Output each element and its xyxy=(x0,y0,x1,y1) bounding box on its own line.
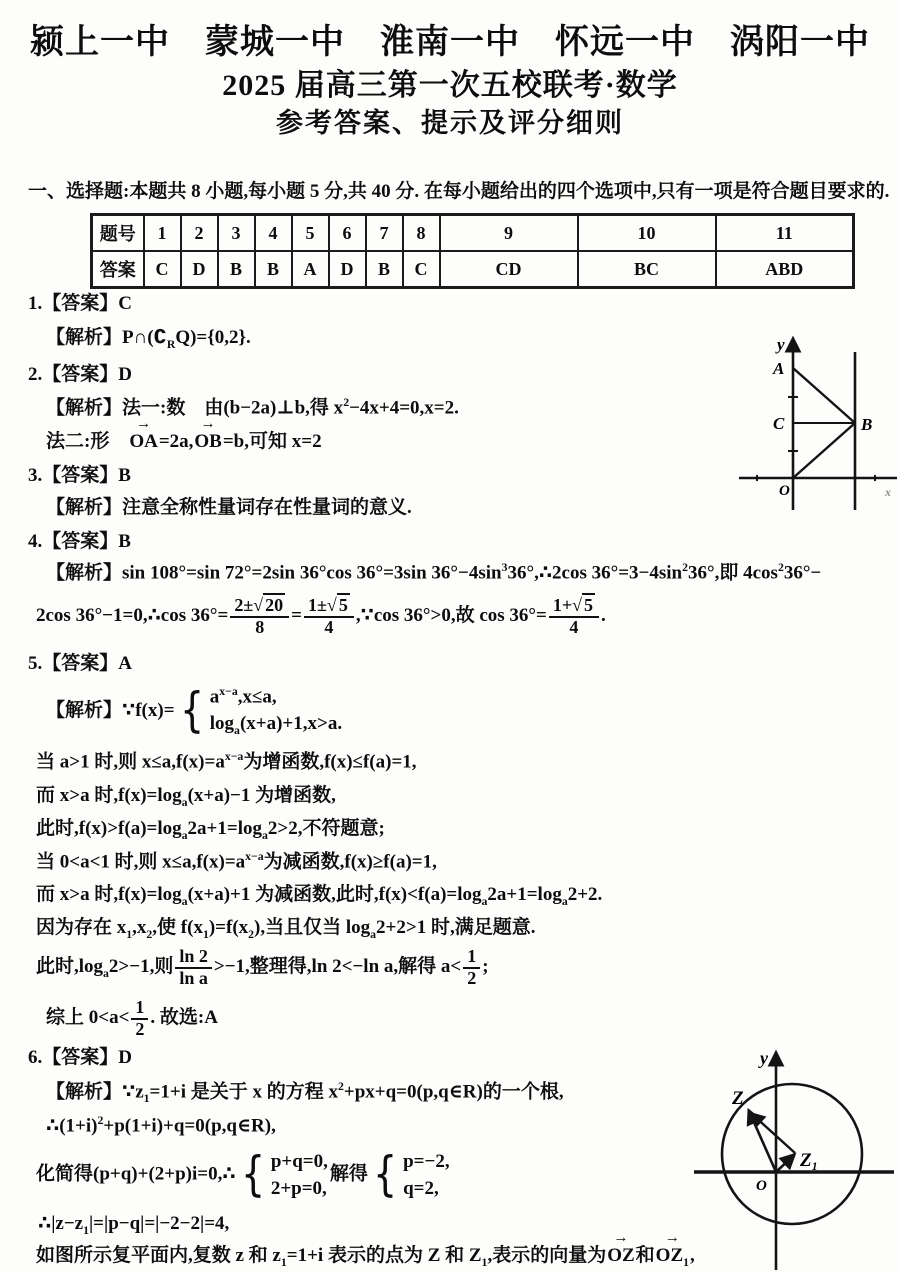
answer-cell: D xyxy=(181,251,218,288)
q3-analysis-line: 【解析】注意全称性量词存在性量词的意义. xyxy=(46,497,412,518)
q1-analysis-line: 【解析】$P\cap(∁_RQ)=\{0,2\}$. xyxy=(46,327,251,351)
qnum-cell: 1 xyxy=(144,215,181,252)
answer-cell: BC xyxy=(578,251,716,288)
y-axis-label: y xyxy=(777,335,785,354)
q2-analysis-line1: 【解析】法一:数 由(b−2a)⊥b,得 $x^2-4x+4=0,x=2$. xyxy=(46,396,459,419)
q3-answer-line: 3.【答案】B xyxy=(28,465,131,486)
q6-complex-plane-diagram xyxy=(690,1042,900,1272)
point-Z-label: Z xyxy=(732,1088,744,1109)
qnum-cell: 7 xyxy=(366,215,403,252)
q2-answer-line: 2.【答案】D xyxy=(28,364,132,385)
origin-label: O xyxy=(779,483,790,499)
vector-OZ xyxy=(749,1111,776,1172)
qnum-cell: 3 xyxy=(218,215,255,252)
answer-row xyxy=(92,251,854,288)
qnum-row-label: 题号 xyxy=(92,215,144,252)
qnum-cell: 11 xyxy=(716,215,854,252)
y-axis-label: y xyxy=(760,1048,768,1068)
q5-conclusion-line: 综上 0<a< $\frac{1}{2}$ . 故选:A xyxy=(46,997,218,1039)
question-number-row xyxy=(92,215,854,252)
q2-vector-diagram xyxy=(735,330,900,512)
q5-analysis-line4: 当 0<a<1 时,则 $x\le a,f(x)=a^{x-a}$为减函数,f(x)≥f(a)=1, xyxy=(36,850,437,873)
q6-figure-line: 如图所示复平面内,复数 z 和 $z_1=1+i$ 表示的点为 Z 和 $Z_1$,表示的向量为 → OZ和 → $OZ_1$, xyxy=(36,1228,695,1269)
qnum-cell: 10 xyxy=(578,215,716,252)
segment-OB xyxy=(793,423,855,478)
q6-analysis-line1: 【解析】$\because z_1=1+i$ 是关于 x 的方程 $x^2+px+q=0(p,q\in R)$的一个根, xyxy=(46,1080,564,1106)
qnum-cell: 8 xyxy=(403,215,440,252)
point-B-label: B xyxy=(861,415,873,434)
q5-answer-line: 5.【答案】A xyxy=(28,653,132,674)
q5-analysis-line3: 此时$,f(x)>f(a)=\log_a2a+1=\log_a2>2$,不符题意; xyxy=(36,818,385,842)
answer-cell: C xyxy=(403,251,440,288)
answer-row-label: 答案 xyxy=(92,251,144,288)
answer-cell: B xyxy=(255,251,292,288)
page-title: 参考答案、提示及评分细则 xyxy=(276,108,624,138)
point-C-label: C xyxy=(773,414,785,433)
answer-cell: CD xyxy=(440,251,578,288)
answer-cell: ABD xyxy=(716,251,854,288)
vector-OZ1 xyxy=(776,1155,794,1172)
q5-analysis-line7: 此时$,\log_a2>-1$,则 $\frac{\ln 2}{\text{ln a}}$ >−1,整理得,ln 2<−ln a,解得 a< $\frac{1}{2}$ ; xyxy=(36,946,489,988)
point-Z1-label: Z₁ xyxy=(800,1150,819,1171)
x-axis-label: x xyxy=(885,485,891,499)
answer-cell: B xyxy=(218,251,255,288)
q5-analysis-line6: 因为存在 $x_1,x_2$,使 $f(x_1)=f(x_2)$,当且仅当 $\log_a2+2>1$ 时,满足题意. xyxy=(36,917,536,941)
q5-piecewise-line: 【解析】∵f(x)= { $a^{x-a},x\le a$, $\log_a(x+a)+1,x>a$. xyxy=(46,683,343,739)
q6-answer-line: 6.【答案】D xyxy=(28,1047,132,1068)
q4-answer-line: 4.【答案】B xyxy=(28,531,131,552)
q5-analysis-line2: 而 x>a 时$,f(x)=\log_a(x+a)-1$ 为增函数, xyxy=(36,785,336,809)
qnum-cell: 4 xyxy=(255,215,292,252)
answer-cell: D xyxy=(329,251,366,288)
qnum-cell: 2 xyxy=(181,215,218,252)
answer-cell: A xyxy=(292,251,329,288)
school-names-title: 颍上一中 蒙城一中 淮南一中 怀远一中 涡阳一中 xyxy=(30,24,870,61)
exam-title: 2025 届高三第一次五校联考·数学 xyxy=(222,69,678,102)
answer-cell: C xyxy=(144,251,181,288)
section-one-heading: 一、选择题:本题共 8 小题,每小题 5 分,共 40 分. 在每小题给出的四个选项中,只有一项是符合题目要求的. xyxy=(28,181,890,202)
qnum-cell: 5 xyxy=(292,215,329,252)
q4-analysis-line1: 【解析】sin 108°=sin 72°=2sin 36°cos 36°=3sin $36^\circ-4\sin^336^\circ,\therefore 2\cos$ $36^\circ=3-4\sin^236^\circ$,即 $4\cos^236^\circ-$ xyxy=(46,561,822,584)
origin-label: O xyxy=(756,1178,767,1194)
q6-modulus-line: $\therefore|z-z_1|=|p-q|=|-2-2|=4$, xyxy=(38,1213,230,1237)
answer-cell: B xyxy=(366,251,403,288)
q2-analysis-line2: 法二:形 → OA=2a, → OB=b,可知 x=2 xyxy=(46,414,322,452)
qnum-cell: 6 xyxy=(329,215,366,252)
q6-analysis-line2: $\therefore(1+i)^2+p(1+i)+q=0(p,q\in R)$, xyxy=(46,1114,276,1137)
segment-AB xyxy=(793,368,855,423)
qnum-cell: 9 xyxy=(440,215,578,252)
q5-analysis-line5: 而 x>a 时$,f(x)=\log_a(x+a)+1$ 为减函数,此时$,f(x)<f(a)=\log_a2a+1=\log_a2+2$. xyxy=(36,884,603,908)
q4-analysis-line2: 2cos 36°−1=0,∴cos 36°= $\frac{2\pm√ 20}{8}$ = $\frac{1\pm√ 5}{4}$ ,∵cos 36°>0,故 cos 36°= $\frac{1+√ 5}{4}$ . xyxy=(36,595,606,637)
q6-system-line: 化简得(p+q)+(2+p)i=0,∴ { p+q=0, 2+p=0, 解得 { p=−2, q=2, xyxy=(36,1146,450,1202)
answer-key-table xyxy=(90,213,855,289)
q5-analysis-line1: 当 a>1 时,则 $x\le a,f(x)=a^{x-a}$为增函数,f(x)≤f(a)=1, xyxy=(36,750,417,773)
q1-answer-line: 1.【答案】C xyxy=(28,293,132,314)
point-A-label: A xyxy=(773,359,785,378)
